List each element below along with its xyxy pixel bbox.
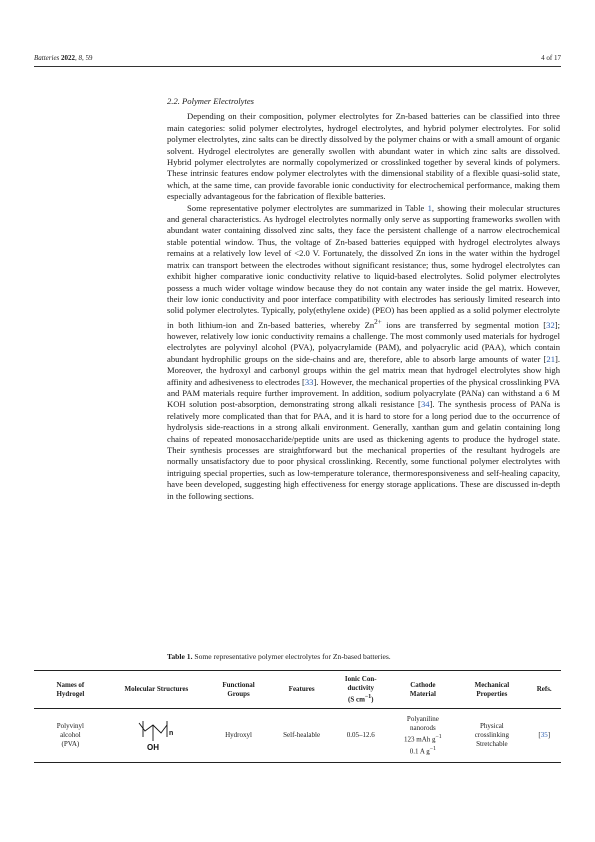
- cell-conductivity: 0.05–12.6: [332, 709, 389, 763]
- cell-groups: Hydroxyl: [206, 709, 271, 763]
- col-header-cathode: Cathode Material: [389, 671, 456, 709]
- cell-name: Polyvinyl alcohol (PVA): [34, 709, 107, 763]
- ref-link[interactable]: 1: [427, 202, 432, 213]
- journal-citation: Batteries 2022, 8, 59: [34, 54, 93, 62]
- ref-link[interactable]: 21: [546, 353, 555, 364]
- col-header-groups: Functional Groups: [206, 671, 271, 709]
- ref-link[interactable]: 34: [420, 399, 430, 410]
- paragraph-2: Some representative polymer electrolytes are summarized in Table 1, showing their molecular structures and general characteristics. As hydrogel electrolytes normally only serve as supporting frameworks swollen with abundant water containing dissolved zinc salts, they face the persistent challenge of a narrow electrochemical stable potential window. Thus, the voltage of Zn-based batteries equipped with hydrogel electrolytes always remains at a relatively low level of <2.0 V. Fortunately, the dissolved Zn ions in the water within the hydrogel matrix can transport between the electrodes without significant resistance; thus, some hydrogel electrolytes can exhibit higher comparative ionic conductivity relative to liquid-based electrolytes. Solid polymer electrolytes possess a much wider voltage window because they do not contain any water inside the gel matrix. However, their low ionic conductivity and poor interface compatibility with electrodes has seriously limited research into solid polymer electrolytes. Typically, poly(ethylene oxide) (PEO) has been applied as a solid polymer electrolyte in both lithium-ion and Zn-based batteries, whereby $Zn^{2+}$ ions are transferred by segmental motion [32]; however, relatively low ionic conductivity remains a challenge. The most commonly used materials for hydrogel electrolytes are polyvinyl alcohol (PVA), polyacrylamide (PAM), and polyacrylic acid (PAA), which contain abundant hydrophilic groups on the side-chains and are, therefore, able to absorb large amounts of water [21]. Moreover, the hydroxyl and carbonyl groups within the gel matrix mean that hydrogel electrolytes show high affinity and adhesiveness to electrodes [33]. However, the mechanical properties of the physical crosslinking PVA and PAM materials require further improvement. In addition, sodium polyacrylate (PANa) can withstand a 6 M KOH solution post-absorption, demonstrating strong alkali resistance [34]. The synthesis process of PANa is relatively more complicated than that for PAA, and it is hard to store for a long period due to the occurrence of hydrolysis side-reactions in a strong alkali environment. Generally, xanthan gum and gelatin containing long chains of repeated monosaccharide/peptide units are used as thickening agents to produce the hydrogel state. Their synthesis processes are straightforward but the mechanical properties of the resultant hydrogels are normally unsatisfactory due to poor physical crosslinking. Recently, some functional polymer electrolytes with intriguing special properties, such as low-temperature tolerance, thermoresponsiveness and self-healing capacity, have been developed, suggesting high effectiveness for energy storage applications. These are discussed in-depth in the following sections.: [167, 202, 561, 501]
- col-header-conductivity: Ionic Con- ductivity (S $cm^{-1}$): [332, 671, 389, 709]
- col-header-structure: Molecular Structures: [107, 671, 206, 709]
- col-header-name: Names of Hydrogel: [34, 671, 107, 709]
- ref-link[interactable]: 33: [304, 376, 314, 387]
- col-header-mechanical: Mechanical Properties: [456, 671, 527, 709]
- col-header-refs: Refs.: [527, 671, 561, 709]
- main-text: [167, 96, 560, 502]
- electrolyte-table: [34, 670, 561, 763]
- pva-structure-diagram: [121, 719, 191, 753]
- page-number: 4 of 17: [541, 54, 561, 62]
- col-header-features: Features: [271, 671, 332, 709]
- ref-link[interactable]: 35: [540, 731, 548, 740]
- repeat-unit-label: n: [169, 729, 174, 737]
- cell-cathode: Polyaniline nanorods 123 mAh $g^{-1}$ 0.1 A $g^{-1}$: [389, 709, 456, 763]
- cell-features: Self-healable: [271, 709, 332, 763]
- header-rule: [34, 66, 561, 67]
- table-caption: Table 1. Some representative polymer electrolytes for Zn-based batteries.: [167, 652, 391, 661]
- ref-link[interactable]: 32: [546, 319, 555, 330]
- cell-structure: [107, 709, 206, 763]
- table-header-row: [34, 671, 561, 709]
- paragraph-1: Depending on their composition, polymer electrolytes for Zn-based batteries can be classified into three main categories: solid polymer electrolytes, hydrogel electrolytes, and hybrid polymer electrolytes. For solid polymer electrolytes, zinc salts can be directly dissolved by the polymer chains or with a small amount of organic solvent. Hydrogel electrolytes are generally swollen with abundant water in which zinc salts are dissolved. Hybrid polymer electrolytes are normally copolymerized or crosslinked together by several kinds of polymers. These intrinsic features endow polymer electrolytes with the dimensional stability of a flexible quasi-solid state, which, at the same time, can provide favorable ionic conductivity for electrochemical performance, making them especially advantageous for the fabrication of flexible batteries.: [167, 111, 560, 202]
- table-row: [34, 709, 561, 763]
- cell-mechanical: Physical crosslinking Stretchable: [456, 709, 527, 763]
- hydroxyl-label: OH: [147, 742, 160, 752]
- cell-ref: [35]: [527, 709, 561, 763]
- section-title: 2.2. Polymer Electrolytes: [167, 96, 255, 106]
